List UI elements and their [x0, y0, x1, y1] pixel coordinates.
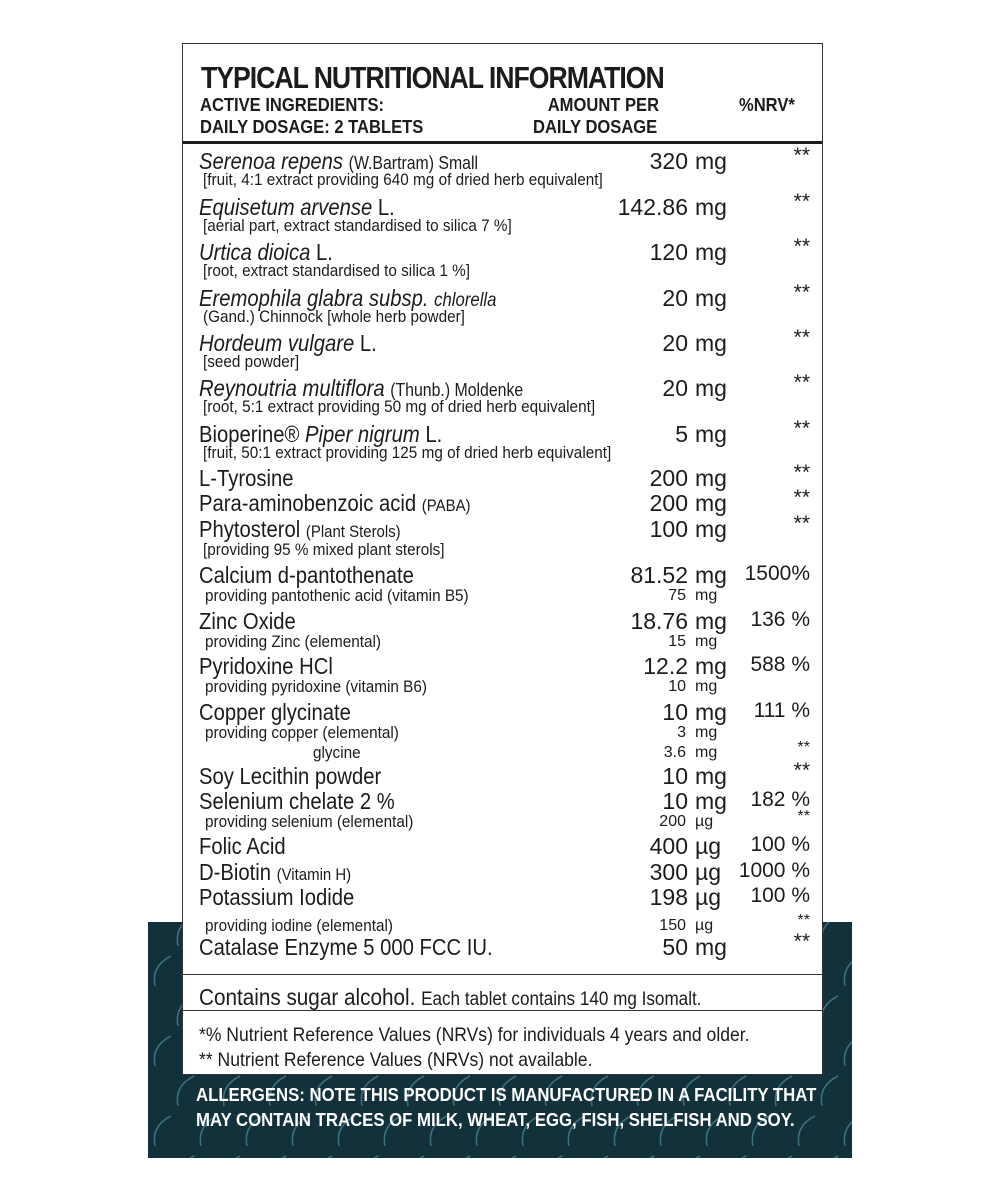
ingredient-name: Serenoa repens (W.Bartram) Small	[199, 148, 479, 174]
ingredient-amount: 18.76	[630, 608, 688, 634]
ingredient-name: Reynoutria multiflora (Thunb.) Moldenke	[199, 375, 524, 401]
allergen-warning: ALLERGENS: NOTE THIS PRODUCT IS MANUFACTURED IN A FACILITY THAT MAY CONTAIN TRACES OF MILK, WHEAT, EGG, FISH, SHELFISH AND SOY.	[196, 1085, 817, 1130]
ingredient-detail: [root, extract standardised to silica 1 %]	[203, 261, 471, 280]
pattern-arc	[821, 996, 838, 1026]
sugar-note-detail: Each tablet contains 140 mg Isomalt.	[421, 989, 702, 1010]
nutrition-label	[182, 43, 823, 1075]
pattern-arc	[177, 1076, 194, 1106]
ingredient-nrv: 1500%	[744, 562, 810, 585]
ingredient-name: Para-aminobenzoic acid (PABA)	[199, 490, 471, 516]
ingredient-nrv: **	[793, 930, 810, 953]
pattern-arc	[407, 1156, 424, 1158]
ingredient-detail-amount: 15	[668, 633, 686, 650]
pattern-arc	[453, 1156, 470, 1158]
ingredient-unit: mg	[695, 653, 727, 679]
ingredient-amount: 200	[649, 465, 688, 491]
ingredient-unit: mg	[695, 465, 727, 491]
ingredient-name: Phytosterol (Plant Sterols)	[199, 516, 401, 542]
ingredient-name: Copper glycinate	[199, 699, 351, 725]
ingredient-name: Catalase Enzyme 5 000 FCC IU.	[199, 934, 493, 960]
pattern-arc	[154, 1116, 171, 1146]
ingredient-nrv: **	[793, 461, 810, 484]
pattern-arc	[821, 1156, 838, 1158]
ingredient-nrv: 182 %	[750, 788, 810, 811]
pattern-arc	[361, 1156, 378, 1158]
ingredient-detail-unit: mg	[695, 744, 718, 761]
ingredient-name: Bioperine® Piper nigrum L.	[199, 421, 443, 447]
pattern-arc	[637, 1156, 654, 1158]
ingredient-amount: 81.52	[630, 562, 688, 588]
ingredient-detail: [fruit, 4:1 extract providing 640 mg of dried herb equivalent]	[203, 170, 603, 189]
ingredient-detail: providing selenium (elemental)	[205, 812, 414, 831]
ingredient-amount: 100	[649, 516, 688, 542]
ingredient-name: L-Tyrosine	[199, 465, 294, 491]
ingredient-detail-unit: mg	[695, 724, 718, 741]
ingredient-amount: 400	[649, 833, 688, 859]
pattern-arc	[844, 956, 852, 986]
ingredient-amount: 20	[662, 330, 688, 356]
ingredient-detail-amount: 75	[668, 587, 686, 604]
ingredient-unit: mg	[695, 934, 727, 960]
ingredient-unit: mg	[695, 375, 727, 401]
ingredient-name: Pyridoxine HCl	[199, 653, 333, 679]
ingredient-detail-nrv: **	[797, 912, 810, 929]
ingredient-name: Zinc Oxide	[199, 608, 296, 634]
ingredient-unit: mg	[695, 788, 727, 814]
ingredient-amount: 12.2	[643, 653, 688, 679]
ingredient-amount: 142.86	[617, 194, 688, 220]
footnotes	[183, 1010, 822, 1077]
ingredient-detail: [providing 95 % mixed plant sterols]	[203, 540, 445, 559]
ingredient-unit: mg	[695, 608, 727, 634]
ingredient-name: D-Biotin (Vitamin H)	[199, 859, 352, 885]
ingredient-detail-unit: µg	[695, 813, 714, 830]
ingredient-nrv: **	[793, 759, 810, 782]
header-amount: AMOUNT PER DAILY DOSAGE	[533, 95, 660, 137]
ingredient-nrv: **	[793, 417, 810, 440]
ingredient-detail: [fruit, 50:1 extract providing 125 mg of dried herb equivalent]	[203, 443, 612, 462]
pattern-arc	[729, 1156, 746, 1158]
ingredient-unit: mg	[695, 562, 727, 588]
ingredient-nrv: **	[793, 326, 810, 349]
pattern-arc	[683, 1156, 700, 1158]
ingredient-detail-unit: µg	[695, 917, 714, 934]
ingredient-name: Soy Lecithin powder	[199, 763, 382, 789]
ingredient-nrv: 100 %	[750, 833, 810, 856]
ingredient-name: Eremophila glabra subsp. chlorella	[199, 285, 497, 311]
ingredient-amount: 10	[662, 763, 688, 789]
header-rule	[183, 141, 822, 144]
ingredient-nrv: **	[793, 235, 810, 258]
ingredient-name: Hordeum vulgare L.	[199, 330, 377, 356]
label-title: TYPICAL NUTRITIONAL INFORMATION	[201, 60, 664, 95]
ingredient-nrv: **	[793, 371, 810, 394]
allergen-label: ALLERGENS:	[196, 1085, 305, 1105]
pattern-arc	[223, 1156, 240, 1158]
pattern-arc	[545, 1156, 562, 1158]
header-active-ingredients: ACTIVE INGREDIENTS: DAILY DOSAGE: 2 TABLETS	[200, 95, 424, 137]
ingredient-detail: [aerial part, extract standardised to silica 7 %]	[203, 216, 512, 235]
pattern-arc	[154, 1036, 171, 1066]
ingredient-name: Folic Acid	[199, 833, 286, 859]
footnote-nrv-definition: *% Nutrient Reference Values (NRVs) for individuals 4 years and older.	[199, 1024, 750, 1046]
ingredient-unit: mg	[695, 285, 727, 311]
pattern-arc	[844, 1116, 852, 1146]
pattern-arc	[591, 1156, 608, 1158]
ingredient-unit: mg	[695, 148, 727, 174]
ingredient-amount: 20	[662, 375, 688, 401]
ingredient-detail: providing pyridoxine (vitamin B6)	[205, 677, 427, 696]
ingredient-amount: 120	[649, 239, 688, 265]
ingredient-unit: µg	[695, 884, 722, 910]
ingredient-detail-unit: mg	[695, 633, 718, 650]
pattern-arc	[154, 956, 171, 986]
ingredient-unit: mg	[695, 516, 727, 542]
ingredient-detail: providing Zinc (elemental)	[205, 632, 382, 651]
ingredient-detail-amount: 3	[677, 724, 686, 741]
ingredient-nrv: **	[793, 190, 810, 213]
pattern-arc	[821, 922, 838, 946]
ingredient-detail-nrv: **	[797, 808, 810, 825]
pattern-arc	[269, 1156, 286, 1158]
ingredient-unit: mg	[695, 194, 727, 220]
ingredient-unit: µg	[695, 833, 722, 859]
ingredient-nrv: **	[793, 512, 810, 535]
ingredient-detail: (Gand.) Chinnock [whole herb powder]	[203, 307, 465, 326]
ingredient-nrv: **	[793, 486, 810, 509]
ingredient-amount: 10	[662, 788, 688, 814]
ingredient-detail: providing copper (elemental)	[205, 723, 399, 742]
ingredient-unit: µg	[695, 859, 722, 885]
sugar-note-lead: Contains sugar alcohol.	[199, 984, 416, 1010]
ingredient-amount: 198	[649, 884, 688, 910]
ingredient-detail-unit: mg	[695, 678, 718, 695]
ingredient-name: Potassium Iodide	[199, 884, 355, 910]
ingredient-name: Urtica dioica L.	[199, 239, 333, 265]
ingredient-detail: [root, 5:1 extract providing 50 mg of dried herb equivalent]	[203, 397, 596, 416]
ingredient-unit: mg	[695, 330, 727, 356]
ingredient-amount: 5	[675, 421, 688, 447]
pattern-arc	[775, 1156, 792, 1158]
ingredient-amount: 320	[649, 148, 688, 174]
ingredient-detail-amount: 10	[668, 678, 686, 695]
ingredient-detail-amount: 3.6	[663, 744, 686, 761]
pattern-arc	[315, 1156, 332, 1158]
ingredient-nrv: 588 %	[750, 653, 810, 676]
ingredient-unit: mg	[695, 421, 727, 447]
ingredient-detail: glycine	[313, 743, 361, 762]
ingredient-nrv: 1000 %	[738, 859, 810, 882]
ingredient-amount: 300	[649, 859, 688, 885]
footnote-nrv-unavailable: ** Nutrient Reference Values (NRVs) not available.	[199, 1049, 593, 1071]
ingredient-amount: 20	[662, 285, 688, 311]
pattern-arc	[499, 1156, 516, 1158]
ingredient-amount: 50	[662, 934, 688, 960]
ingredient-detail: providing pantothenic acid (vitamin B5)	[205, 586, 469, 605]
pattern-arc	[177, 1156, 194, 1158]
ingredient-name: Calcium d-pantothenate	[199, 562, 414, 588]
pattern-arc	[844, 1036, 852, 1066]
ingredient-nrv: 136 %	[750, 608, 810, 631]
ingredient-detail-amount: 200	[659, 813, 686, 830]
ingredient-detail: providing iodine (elemental)	[205, 916, 393, 935]
ingredient-detail-unit: mg	[695, 587, 718, 604]
pattern-arc	[798, 1116, 815, 1146]
pattern-arc	[821, 1076, 838, 1106]
ingredient-detail-amount: 150	[659, 917, 686, 934]
ingredient-amount: 200	[649, 490, 688, 516]
ingredient-name: Selenium chelate 2 %	[199, 788, 395, 814]
ingredient-unit: mg	[695, 699, 727, 725]
ingredient-amount: 10	[662, 699, 688, 725]
ingredient-nrv: 111 %	[753, 699, 810, 722]
ingredient-unit: mg	[695, 239, 727, 265]
ingredient-detail-nrv: **	[797, 739, 810, 756]
ingredient-nrv: **	[793, 144, 810, 167]
ingredient-unit: mg	[695, 490, 727, 516]
ingredient-unit: mg	[695, 763, 727, 789]
ingredient-nrv: 100 %	[750, 884, 810, 907]
ingredient-detail: [seed powder]	[203, 352, 300, 371]
header-nrv: %NRV*	[739, 95, 795, 115]
ingredient-nrv: **	[793, 281, 810, 304]
ingredient-name: Equisetum arvense L.	[199, 194, 395, 220]
